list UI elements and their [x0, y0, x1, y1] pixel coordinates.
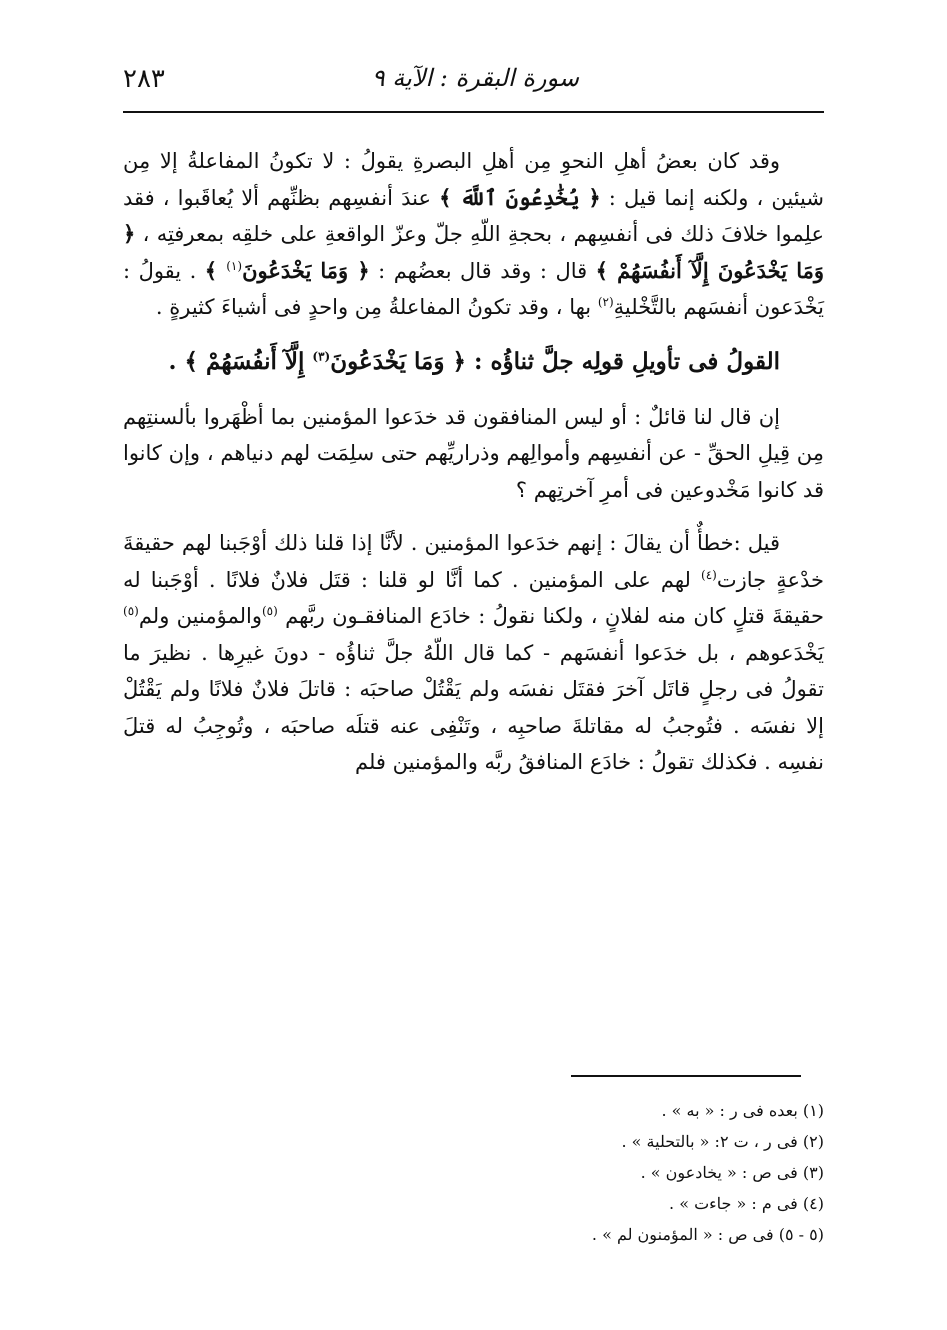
paragraph-3-text-4: يَخْدَعوهم ، بل خدَعوا أنفسَهم - كما قال اللّهُ جلَّ ثناؤُه - دونَ غيرِها . نظيرَ ما تقولُ فى رجلٍ قاتَل آخرَ فقتَل نفسَه ولم يَقْتُلْ صاحبَه : قاتلَ فلانٌ فلانًا ولم يَقْتُلْ إلا نفسَه . فتُوجبُ له مقاتلةَ صاحبِه ، وتَنْفِى عنه قتلَه صاحبَه ، وتُوجِبُ له قتلَ نفسِه . فكذلك تقولُ : خادَع المنافقُ ربَّه والمؤمنين فلم — [123, 640, 824, 774]
quran-quote: ﴿ وَمَا يَخْدَعُونَ إِلَّآ أَنفُسَهُمْ ﴾ — [123, 221, 824, 283]
paragraph-3 — [123, 525, 824, 781]
paragraph-1-text-4: . يقولُ : يَخْدَعون أنفسَهم بالتَّخْليةِ — [123, 258, 824, 319]
footnote-1: (١) بعده فى ر : « به » . — [661, 1101, 824, 1120]
running-title: سورة البقرة : الآية ٩ — [371, 64, 579, 92]
footnote-ref-2[interactable]: (٢) — [597, 295, 614, 309]
heading-quote-end: إِلَّآ أَنفُسَهُمْ ﴾ — [184, 347, 313, 375]
section-heading — [123, 345, 824, 379]
heading-text: القولُ فى تأويلِ قولِه جلَّ ثناؤُه : — [465, 347, 780, 375]
header-rule — [123, 111, 824, 113]
paragraph-1-text-2: عندَ أنفسِهم بظنِّهم ألا يُعاقَبوا ، فقد علِموا خلافَ ذلك فى أنفسِهم ، بحجةِ اللّهِ جلّ وعزّ الواقعةِ على خلقِه بمعرفتِه ، — [123, 185, 824, 246]
paragraph-1-text-1: وقد كان بعضُ أهلِ النحوِ مِن أهلِ البصرةِ يقولُ : لا تكونُ المفاعلةُ إلا مِن شيئين ، ولكنه إنما قيل : — [123, 149, 824, 210]
quran-quote-close: ﴾ — [204, 257, 227, 283]
footnotes — [300, 1095, 824, 1250]
footnote-3: (٣) فى ص : « يخادعون » . — [640, 1163, 824, 1182]
footnote-4: (٤) فى م : « جاءت » . — [669, 1194, 824, 1213]
paragraph-2: إن قال لنا قائلٌ : أو ليس المنافقون قد خدَعوا المؤمنين بما أظْهَروا بألسنتِهم مِن قِيلِ الحقِّ - عن أنفسِهم وأموالِهم وذراريِّهم حتى سلِمَت لهم دنياهم ، وإن كانوا قد كانوا مَخْدوعين فى أمرِ آخرتِهم ؟ — [123, 404, 824, 502]
footnote-5: (٥ - ٥) فى ص : « المؤمنون لم » . — [591, 1225, 824, 1244]
footnote-2: (٢) فى ر ، ت ٢: « بالتحلية » . — [621, 1132, 824, 1151]
footnote-ref-4[interactable]: (٤) — [701, 567, 717, 582]
paragraph-1-text-3: قال : وقد قال بعضُهم : — [369, 258, 596, 283]
paragraph-3-text-2: لهم على المؤمنين . كما أنَّا لو قلنا : قتَل فلانٌ فلانًا . أوْجَبنا له حقيقةَ قتلٍ كان منه لفلانٍ ، ولكنا نقولُ : خادَع المنافقـون ربَّهم — [123, 567, 824, 628]
paragraph-1 — [123, 143, 824, 326]
quran-quote: ﴿ وَمَا يَخْدَعُونَ — [242, 257, 370, 283]
paragraph-3-text-1: قيل :خطأٌ أن يقالَ : إنهم خدَعوا المؤمنين . لأنَّا إذا قلنا ذلك أوْجَبنا لهم حقيقةَ خدْعةٍ جازت — [123, 531, 824, 592]
quran-quote: ﴿ يُخَٰدِعُونَ ٱللَّهَ ﴾ — [439, 184, 601, 210]
page-header — [123, 64, 824, 98]
footnote-ref-5-start[interactable]: (٥) — [261, 604, 278, 618]
page-number: ٢٨٣ — [123, 64, 165, 94]
paragraph-3-text-3: والمؤمنين ولم — [138, 604, 262, 628]
footnote-ref-3[interactable]: (٣) — [312, 348, 331, 363]
footnote-ref-1[interactable]: (١) — [226, 258, 243, 273]
main-text — [123, 143, 824, 781]
footnote-rule — [571, 1075, 801, 1077]
paragraph-1-text-5: بها ، وقد تكونُ المفاعلةُ مِن واحدٍ فى أشياءَ كثيرةٍ . — [155, 295, 598, 319]
footnote-ref-5-end[interactable]: (٥) — [123, 604, 139, 618]
heading-quote: ﴿ وَمَا يَخْدَعُونَ — [330, 347, 466, 375]
heading-end: . — [168, 347, 185, 375]
